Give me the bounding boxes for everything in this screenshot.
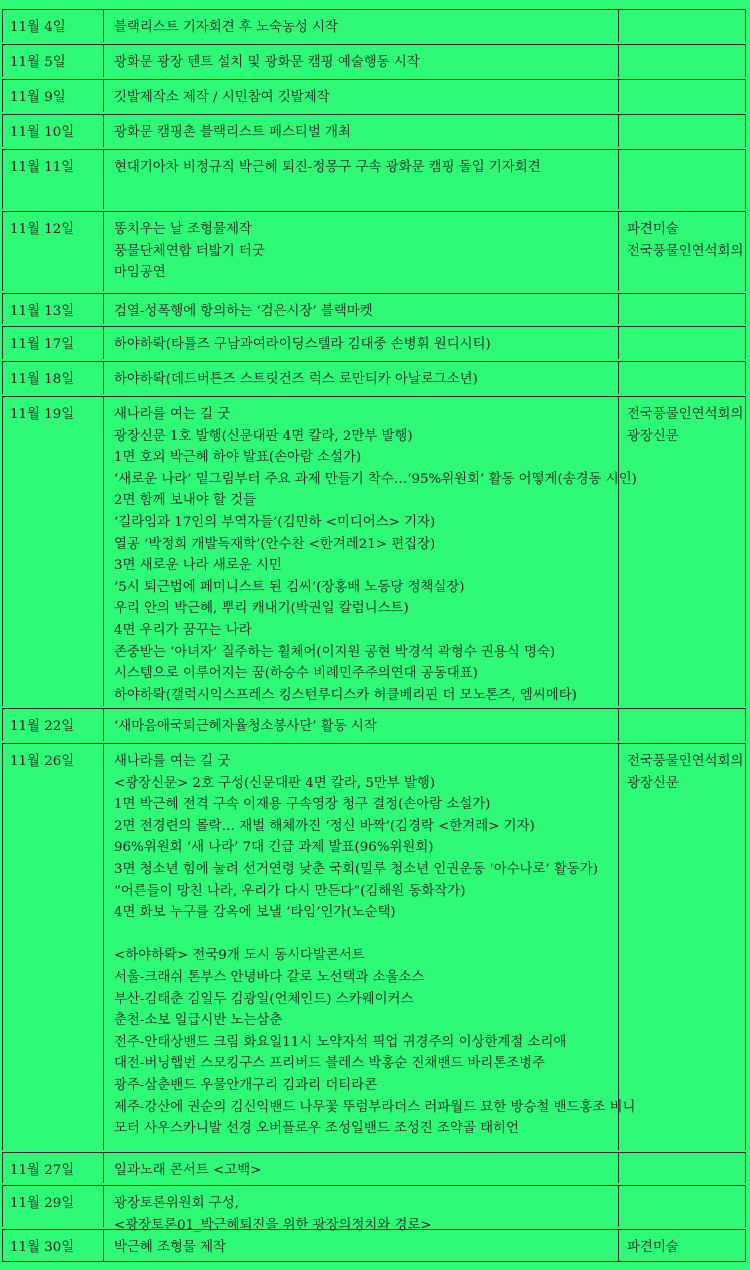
date-cell: 11월 30일: [3, 1230, 104, 1261]
event-cell: [104, 709, 619, 741]
event-cell: [104, 1186, 619, 1233]
table-row: [2, 361, 746, 394]
organizer-cell: [619, 397, 745, 706]
event-cell: [104, 10, 619, 42]
event-cell: [104, 1153, 619, 1183]
event-line: 우리 안의 박근혜, 뿌리 캐내기(박권일 칼럼니스트): [114, 601, 409, 617]
date-cell: 11월 13일: [3, 294, 104, 324]
date-cell: 11월 4일: [3, 10, 104, 42]
date-cell: 11월 12일: [3, 212, 104, 291]
event-cell: [104, 80, 619, 112]
event-line: 하야하롹(타틀즈 구남과여라이딩스텔라 김대중 손병휘 원디시티): [114, 337, 491, 352]
table-row: [2, 293, 746, 324]
table-row: [2, 149, 746, 209]
date-cell: 11월 10일: [3, 115, 104, 147]
event-line: 춘천-소보 일급시반 노는삼춘: [114, 1013, 283, 1029]
event-line: <광장토론01_박근혜퇴진을 위한 광장의정치와 경로>: [114, 1217, 432, 1233]
organizer-line: 광장신문: [627, 775, 679, 791]
event-line: [114, 924, 618, 946]
event-line: 4면 화보 누구를 감옥에 보낼 ‘타임’인가(노순택): [114, 905, 396, 921]
date-cell: 11월 19일: [3, 397, 104, 706]
event-line: 박근혜 조형물 제작: [114, 1240, 226, 1255]
event-line: 2면 함께 보내야 할 것들: [114, 493, 256, 509]
organizer-cell: [619, 115, 745, 147]
table-row: [2, 1185, 746, 1233]
event-line: ‘5시 퇴근법에 페미니스트 된 김씨’(장홍배 노동당 정책실장): [114, 579, 465, 595]
event-line: 블랙리스트 기자회견 후 노숙농성 시작: [114, 20, 338, 35]
date-cell: 11월 18일: [3, 362, 104, 394]
event-cell: [104, 150, 619, 209]
table-row: [2, 743, 746, 1150]
event-line: 광장토론위원회 구성,: [114, 1196, 239, 1211]
date-cell: 11월 26일: [3, 744, 104, 1150]
table-row: [2, 1229, 746, 1262]
organizer-cell: [619, 1230, 745, 1261]
event-line: 3면 새로운 나라 새로운 시민: [114, 558, 282, 574]
date-cell: 11월 9일: [3, 80, 104, 112]
organizer-cell: [619, 327, 745, 359]
event-line: 존중받는 ‘아녀자’ 질주하는 휠체어(이지원 공현 박경석 곽형수 권용식 명숙): [114, 644, 556, 660]
event-line: 시스템으로 이루어지는 꿈(하승수 비례민주주의연대 공동대표): [114, 666, 478, 682]
date-cell: 11월 22일: [3, 709, 104, 741]
event-line: 광주-삼춘밴드 우물안개구리 김과리 더티라콘: [114, 1077, 378, 1093]
table-row: [2, 79, 746, 112]
organizer-line: 전국풍물인연석회의: [627, 243, 744, 259]
event-line: 모터 사우스카니발 선경 오버플로우 조성일밴드 조성진 조약골 태히언: [114, 1121, 519, 1137]
timeline-table: [2, 9, 746, 1262]
event-cell: [104, 1230, 619, 1261]
table-row: [2, 396, 746, 706]
event-line: 제주-강산에 권순의 김신익밴드 나무꽃 뚜럼부라더스 러파월드 묘한 방승철 밴드홍조 비니: [114, 1099, 636, 1115]
event-cell: [104, 327, 619, 359]
event-line: “어른들이 망친 나라, 우리가 다시 만든다”(김해원 동화작가): [114, 883, 466, 899]
date-cell: 11월 27일: [3, 1153, 104, 1183]
event-line: 일과노래 콘서트 <고백>: [114, 1163, 262, 1178]
date-cell: 11월 17일: [3, 327, 104, 359]
event-cell: [104, 212, 619, 291]
organizer-cell: [619, 212, 745, 291]
event-line: 광장신문 1호 발행(신문대판 4면 칼라, 2만부 발행): [114, 428, 413, 444]
event-line: 새나라를 여는 길 굿: [114, 407, 231, 422]
organizer-cell: [619, 45, 745, 77]
event-line: 마임공연: [114, 265, 166, 281]
event-line: 4면 우리가 꿈꾸는 나라: [114, 622, 252, 638]
organizer-cell: [619, 744, 745, 1150]
event-line: 하야하롹(갤럭시익스프레스 킹스턴루디스카 허클베리핀 더 모노톤즈, 엠씨메타): [114, 687, 577, 703]
organizer-line: 광장신문: [627, 428, 679, 444]
event-cell: [104, 115, 619, 147]
event-line: 현대기아차 비정규직 박근혜 퇴진-정몽구 구속 광화문 캠핑 돌입 기자회견: [114, 160, 541, 175]
event-cell: [104, 294, 619, 324]
date-cell: 11월 11일: [3, 150, 104, 209]
event-line: 1면 박근혜 전격 구속 이재용 구속영장 청구 결정(손아람 소설가): [114, 797, 491, 813]
event-line: 하야하롹(데드버튼즈 스트릿건즈 럭스 로만티카 아날로그소년): [114, 372, 478, 387]
event-line: ‘새로운 나라’ 밑그림부터 주요 과제 만들기 착수…‘95%위원회’ 활동 어떻게(송경동 시인): [114, 471, 637, 487]
organizer-line: 전국풍물인연석회의: [627, 754, 744, 769]
event-line: ‘새마음애국퇴근혜자율청소봉사단’ 활동 시작: [114, 719, 377, 734]
organizer-cell: [619, 10, 745, 42]
event-line: 대전-버닝햅번 스모킹구스 프리버드 블레스 박홍순 진채밴드 바리톤조병주: [114, 1056, 546, 1072]
event-line: 깃발제작소 제작 / 시민참여 깃발제작: [114, 90, 330, 105]
event-line: 새나라를 여는 길 굿: [114, 754, 231, 769]
event-line: 검열-성폭행에 항의하는 ‘검은시장’ 블랙마켓: [114, 304, 373, 319]
organizer-cell: [619, 150, 745, 209]
organizer-cell: [619, 80, 745, 112]
organizer-cell: [619, 1153, 745, 1183]
table-row: [2, 326, 746, 359]
event-line: <광장신문> 2호 구성(신문대판 4면 칼라, 5만부 발행): [114, 775, 436, 791]
table-row: [2, 9, 746, 42]
organizer-line: 전국풍물인연석회의: [627, 407, 744, 422]
date-cell: 11월 5일: [3, 45, 104, 77]
event-line: 3면 청소년 힘에 눌려 선거연령 낮춘 국회(밀루 청소년 인권운동 ‘아수나로’ 활동가): [114, 861, 598, 877]
event-line: 1면 호외 박근혜 하야 발표(손아람 소설가): [114, 450, 362, 466]
event-line: 똥치우는 날 조형물제작: [114, 222, 252, 237]
event-line: 열공 ‘박정희 개발독재학’(안수찬 <한겨레21> 편집장): [114, 536, 436, 552]
event-line: 96%위원회 ‘새 나라’ 7대 긴급 과제 발표(96%위원회): [114, 840, 434, 856]
organizer-cell: [619, 294, 745, 324]
event-cell: [104, 744, 636, 1150]
event-line: 2면 전경련의 몰락… 재벌 해체까진 ‘정신 바짝’(김경락 <한겨레> 기자): [114, 818, 535, 834]
organizer-cell: [619, 1186, 745, 1227]
table-row: [2, 44, 746, 77]
event-line: 전주-안태상밴드 크림 화요일11시 노약자석 픽업 귀경주의 이상한계절 소리애: [114, 1034, 567, 1050]
event-cell: [104, 45, 619, 77]
event-cell: [104, 397, 637, 706]
event-line: 풍물단체연합 터밟기 터굿: [114, 243, 265, 259]
table-row: [2, 708, 746, 741]
table-row: [2, 211, 746, 291]
table-row: [2, 114, 746, 147]
organizer-line: 파견미술: [627, 222, 679, 237]
event-line: 서울-크래쉬 톤부스 안녕바다 갈로 노선택과 소울소스: [114, 969, 425, 985]
event-line: <하야하롹> 전국9개 도시 동시다발콘서트: [114, 948, 365, 964]
event-cell: [104, 362, 619, 394]
date-cell: 11월 29일: [3, 1186, 104, 1227]
organizer-cell: [619, 709, 745, 741]
event-line: 광화문 광장 텐트 설치 및 광화문 캠핑 예술행동 시작: [114, 55, 420, 70]
organizer-line: 파견미술: [627, 1240, 679, 1255]
event-line: 광화문 캠핑촌 블랙리스트 페스티벌 개최: [114, 125, 351, 140]
organizer-cell: [619, 362, 745, 394]
event-line: 부산-김태춘 김일두 김광일(언체인드) 스카웨이커스: [114, 991, 414, 1007]
table-row: [2, 1152, 746, 1183]
event-line: ‘길라임과 17인의 부역자들’(김민하 <미디어스> 기자): [114, 514, 436, 530]
